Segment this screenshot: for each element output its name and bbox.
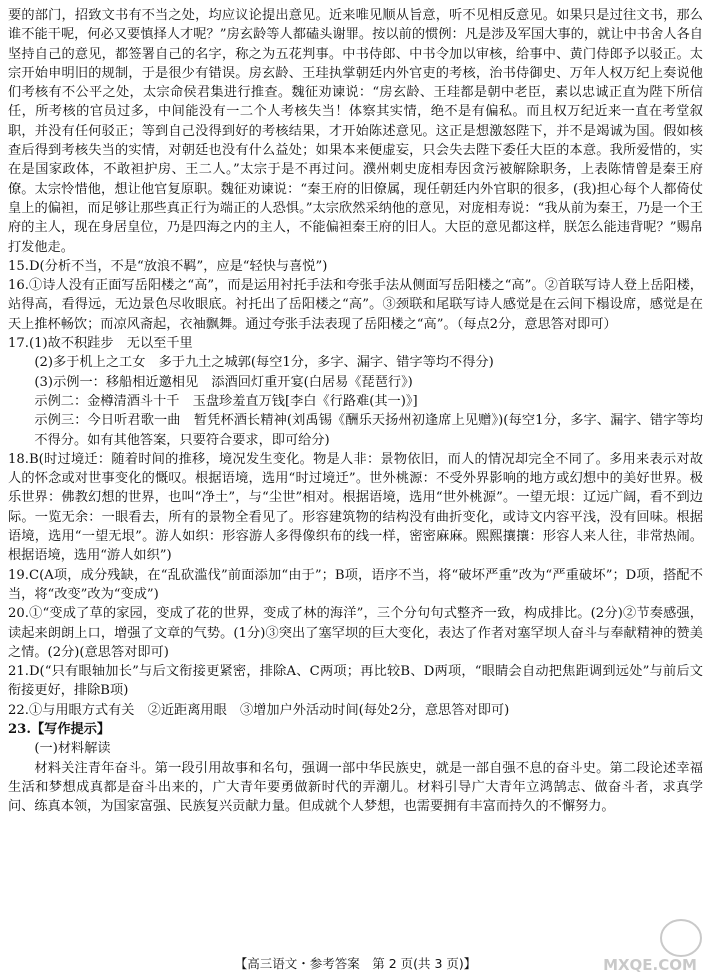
answer-page xyxy=(8,6,703,816)
answer-16: 16.①诗人没有正面写岳阳楼之“高”，而是运用衬托手法和夸张手法从侧面写岳阳楼之“高”。②首联写诗人登上岳阳楼，站得高，看得远，无边景色尽收眼底。衬托出了岳阳楼之“高”。③颈联和尾联写诗人感觉是在云间下榻设席，感觉是在天上推杯畅饮；而凉风斋起，衣袖飘舞。通过夸张手法表现了岳阳楼之“高”。（每点2分，意思答对即可） xyxy=(8,278,703,332)
answer-20: 20.①“变成了草的家园，变成了花的世界，变成了林的海洋”，三个分句句式整齐一致，构成排比。(2分)②节奏感强，读起来朗朗上口，增强了文章的气势。(1分)③突出了塞罕坝的巨大变化，表达了作者对塞罕坝人奋斗与奉献精神的赞美之情。(2分)(意思答对即可) xyxy=(8,606,703,660)
passage-translation-continued: 要的部门，招致文书有不当之处，均应议论提出意见。近来唯见顺从旨意，听不见相反意见。如果只是过往文书，那么谁不能干呢，何必又要慎择人才呢？”房玄龄等人都磕头谢罪。按以前的惯例：凡是涉及军国大事的，就让中书舍人各自坚持自己的意见，都签署自己的名字，称之为五花判事。中书侍郎、中书令加以审核，给事中、黄门侍郎予以驳正。太宗开始申明旧的规制，于是很少有错误。房玄龄、王珪执掌朝廷内外官吏的考核，治书侍御史、万年人权万纪上奏说他们考核有不公平之处，太宗命侯君集进行推查。魏征劝谏说：“房玄龄、王珪都是朝中老臣，素以忠诚正直为陛下所信任，所考核的官员过多，中间能没有一二个人考核失当！体察其实情，绝不是有偏私。而且权万纪近来一直在考堂叙职，并没有任何驳正；等到自己没得到好的考核结果，才开始陈述意见。这正是想激怒陛下，并不是竭诚为国。假如核查后得到考核失当的实情，对朝廷也没有什么益处；如果本来便虚妄，只会失去陛下委任大臣的本意。我所爱惜的，实在是国家政体，不敢袒护房、王二人。”太宗于是不再过问。濮州刺史庞相寿因贪污被解除职务，上表陈情曾是秦王府僚。太宗怜惜他，想让他官复原职。魏征劝谏说：“秦王府的旧僚属，现任朝廷内外官职的很多，(我)担心每个人都倚仗皇上的偏袒，而足够让那些真正行为端正的人恐惧。”太宗欣然采纳他的意见，对庞相寿说：“我从前为秦王，乃是一个王府的主人，现在身居皇位，乃是四海之内的主人，不能偏袒秦王府的旧人。大臣的意见都这样，朕怎么能违背呢？”赐帛打发他走。 xyxy=(8,8,703,255)
answer-22: 22.①与用眼方式有关 ②近距离用眼 ③增加户外活动时间(每处2分，意思答对即可) xyxy=(8,702,510,718)
answer-17-part1: 17.(1)故不积跬步 无以至千里 xyxy=(8,336,193,352)
answer-21: 21.D(“只有眼轴加长”与后文衔接更紧密，排除A、C两项；再比较B、D两项，“眼睛会自动把焦距调到远处”与前后文衔接更好，排除B项) xyxy=(8,664,703,699)
answer-17-example2: 示例二：金樽清酒斗十千 玉盘珍羞直万钱[李白《行路难(其一)》] xyxy=(34,393,418,409)
answer-15: 15.D(分析不当，不是“放浪不羁”，应是“轻快与喜悦”) xyxy=(8,258,328,274)
material-interpretation-body: 材料关注青年奋斗。第一段引用故事和名句，强调一部中华民族史，就是一部自强不息的奋斗史。第二段论述幸福生活和梦想成真都是奋斗出来的，广大青年要勇做新时代的弄潮儿。材料引导广大青年立鸿鹄志、做奋斗者，求真学问、练真本领，为国家富强、民族复兴贡献力量。但成就个人梦想，也需要拥有丰富而持久的不懈努力。 xyxy=(8,760,703,815)
answer-19: 19.C(A项，成分残缺，在“乱砍滥伐”前面添加“由于”；B项，语序不当，将“破坏严重”改为“严重破坏”；D项，搭配不当，将“改变”改为“变成”) xyxy=(8,567,703,602)
answer-17-part3: (3)示例一：移船相近邀相见 添酒回灯重开宴(白居易《琵琶行》) xyxy=(34,374,413,390)
watermark-logo-icon xyxy=(591,916,709,974)
writing-tips-heading: 23.【写作提示】 xyxy=(8,721,111,737)
answer-17-part2: (2)多于机上之工女 多于九土之城郭(每空1分，多字、漏字、错字等均不得分) xyxy=(34,355,494,371)
answer-17-example3: 示例三：今日听君歌一曲 暂凭杯酒长精神(刘禹锡《酬乐天扬州初逢席上见赠》)(每空1分，多字、漏字、错字等均不得分。如有其他答案，只要符合要求，即可给分) xyxy=(34,413,703,448)
watermark-text: MXQE.COM xyxy=(603,956,697,974)
page-footer: 【高三语文・参考答案 第 2 页(共 3 页)】 xyxy=(234,956,477,971)
answer-18: 18.B(时过境迁：随着时间的推移，境况发生变化。物是人非：景物依旧，而人的情况却完全不同了。多用来表示对故人的怀念或对世事变化的慨叹。根据语境，选用“时过境迁”。世外桃源：不受外界影响的地方或幻想中的美好世界。极乐世界：佛教幻想的世界，也叫“净土”，与“尘世”相对。根据语境，选用“世外桃源”。一望无垠：辽远广阔，看不到边际。一览无余：一眼看去，所有的景物全看见了。形容建筑物的结构没有曲折变化，或诗文内容平浅，没有回味。根据语境，选用“一望无垠”。游人如织：形容游人多得像织布的线一样，密密麻麻。熙熙攘攘：形容人来人往，非常热闹。根据语境，选用“游人如织”) xyxy=(8,451,703,564)
material-interpretation-heading: (一)材料解读 xyxy=(34,741,111,757)
